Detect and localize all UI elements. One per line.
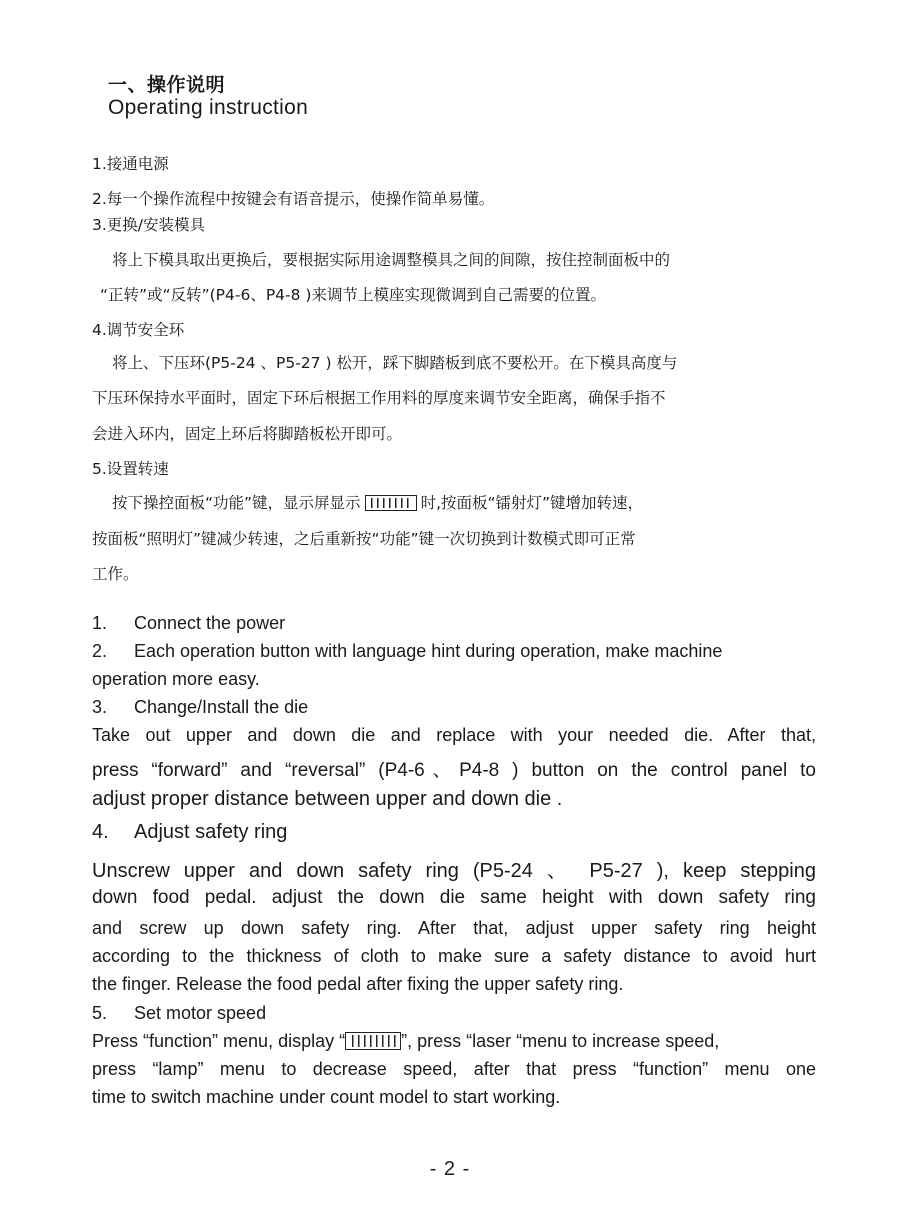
en-step4-line3: and screw up down safety ring. After that, adjust upper safety ring height [92,918,816,938]
cn-step5-line3: 工作。 [92,565,139,583]
lcd-display-icon [345,1032,401,1050]
cn-step3-line2: “正转”或“反转”(P4-6、P4-8 )来调节上模座实现微调到自己需要的位置。 [100,286,606,304]
en-step4-number: 4. [92,821,109,843]
en-step4 [92,821,816,844]
cn-step5-title: 5.设置转速 [92,460,169,478]
cn-step5-line1 [112,491,643,513]
en-step3 [92,697,816,718]
en-step3-title: Change/Install the die [134,697,309,717]
cn-step5-line2: 按面板“照明灯”键减少转速，之后重新按“功能”键一次切换到计数模式即可正常 [92,530,636,548]
en-step4-line4: according to the thickness of cloth to make sure a safety distance to avoid hurt [92,946,816,966]
en-step5-title: Set motor speed [134,1003,267,1023]
en-step5-number: 5. [92,1003,108,1023]
en-step2-number: 2. [92,641,108,661]
en-step1-text: Connect the power [134,613,286,633]
cn-step4-line3: 会进入环内，固定上环后将脚踏板松开即可。 [92,425,403,443]
cn-step4-line2: 下压环保持水平面时，固定下环后根据工作用料的厚度来调节安全距离，确保手指不 [92,389,666,407]
en-step1-number: 1. [92,613,108,633]
en-step4-line2: down food pedal. adjust the down die same height with down safety ring [92,887,816,908]
en-step5-line1 [92,1031,816,1052]
en-step5-line3: time to switch machine under count model to start working. [92,1087,561,1107]
en-step2-cont: operation more easy. [92,669,260,689]
en-step2 [92,641,816,662]
heading-chinese: 一、操作说明 [108,74,226,96]
en-step3-number: 3. [92,697,108,717]
cn-step4-line1: 将上、下压环(P5-24 、P5-27 ) 松开，踩下脚踏板到底不要松开。在下模具高度与 [112,354,678,372]
cn-step5-line1-a: 按下操控面板“功能”键，显示屏显示 [112,494,361,512]
cn-step3-title: 3.更换/安装模具 [92,216,206,234]
en-step5-line1-b: ”, press “laser “menu to increase speed, [401,1031,720,1051]
en-step5-line2: press “lamp” menu to decrease speed, after that press “function” menu one [92,1059,816,1079]
page-number: - 2 - [429,1158,471,1180]
en-step2-text: Each operation button with language hint during operation, make machine [134,641,723,661]
en-step1 [92,613,816,634]
en-step4-line5: the finger. Release the food pedal after fixing the upper safety ring. [92,974,624,994]
heading-english: Operating instruction [108,96,309,119]
cn-step4-title: 4.调节安全环 [92,321,185,339]
cn-step2: 2.每一个操作流程中按键会有语音提示，使操作简单易懂。 [92,190,495,208]
en-step5-line1-a: Press “function” menu, display “ [92,1031,346,1051]
en-step5 [92,1003,816,1024]
en-step4-line1: Unscrew upper and down safety ring (P5-24 、 P5-27 ), keep stepping [92,860,816,882]
cn-step5-line1-b: 时,按面板“镭射灯”键增加转速， [420,494,644,512]
en-step3-line1: Take out upper and down die and replace with your needed die. After that, [92,725,816,745]
lcd-display-icon [365,495,417,511]
cn-step3-line1: 将上下模具取出更换后，要根据实际用途调整模具之间的间隙，按住控制面板中的 [112,251,671,269]
en-step3-line3: adjust proper distance between upper and down die . [92,788,563,810]
en-step3-line2: press “forward” and “reversal” (P4-6、P4-8 ) button on the control panel to [92,760,816,781]
cn-step1: 1.接通电源 [92,155,169,173]
en-step4-title: Adjust safety ring [134,821,288,843]
